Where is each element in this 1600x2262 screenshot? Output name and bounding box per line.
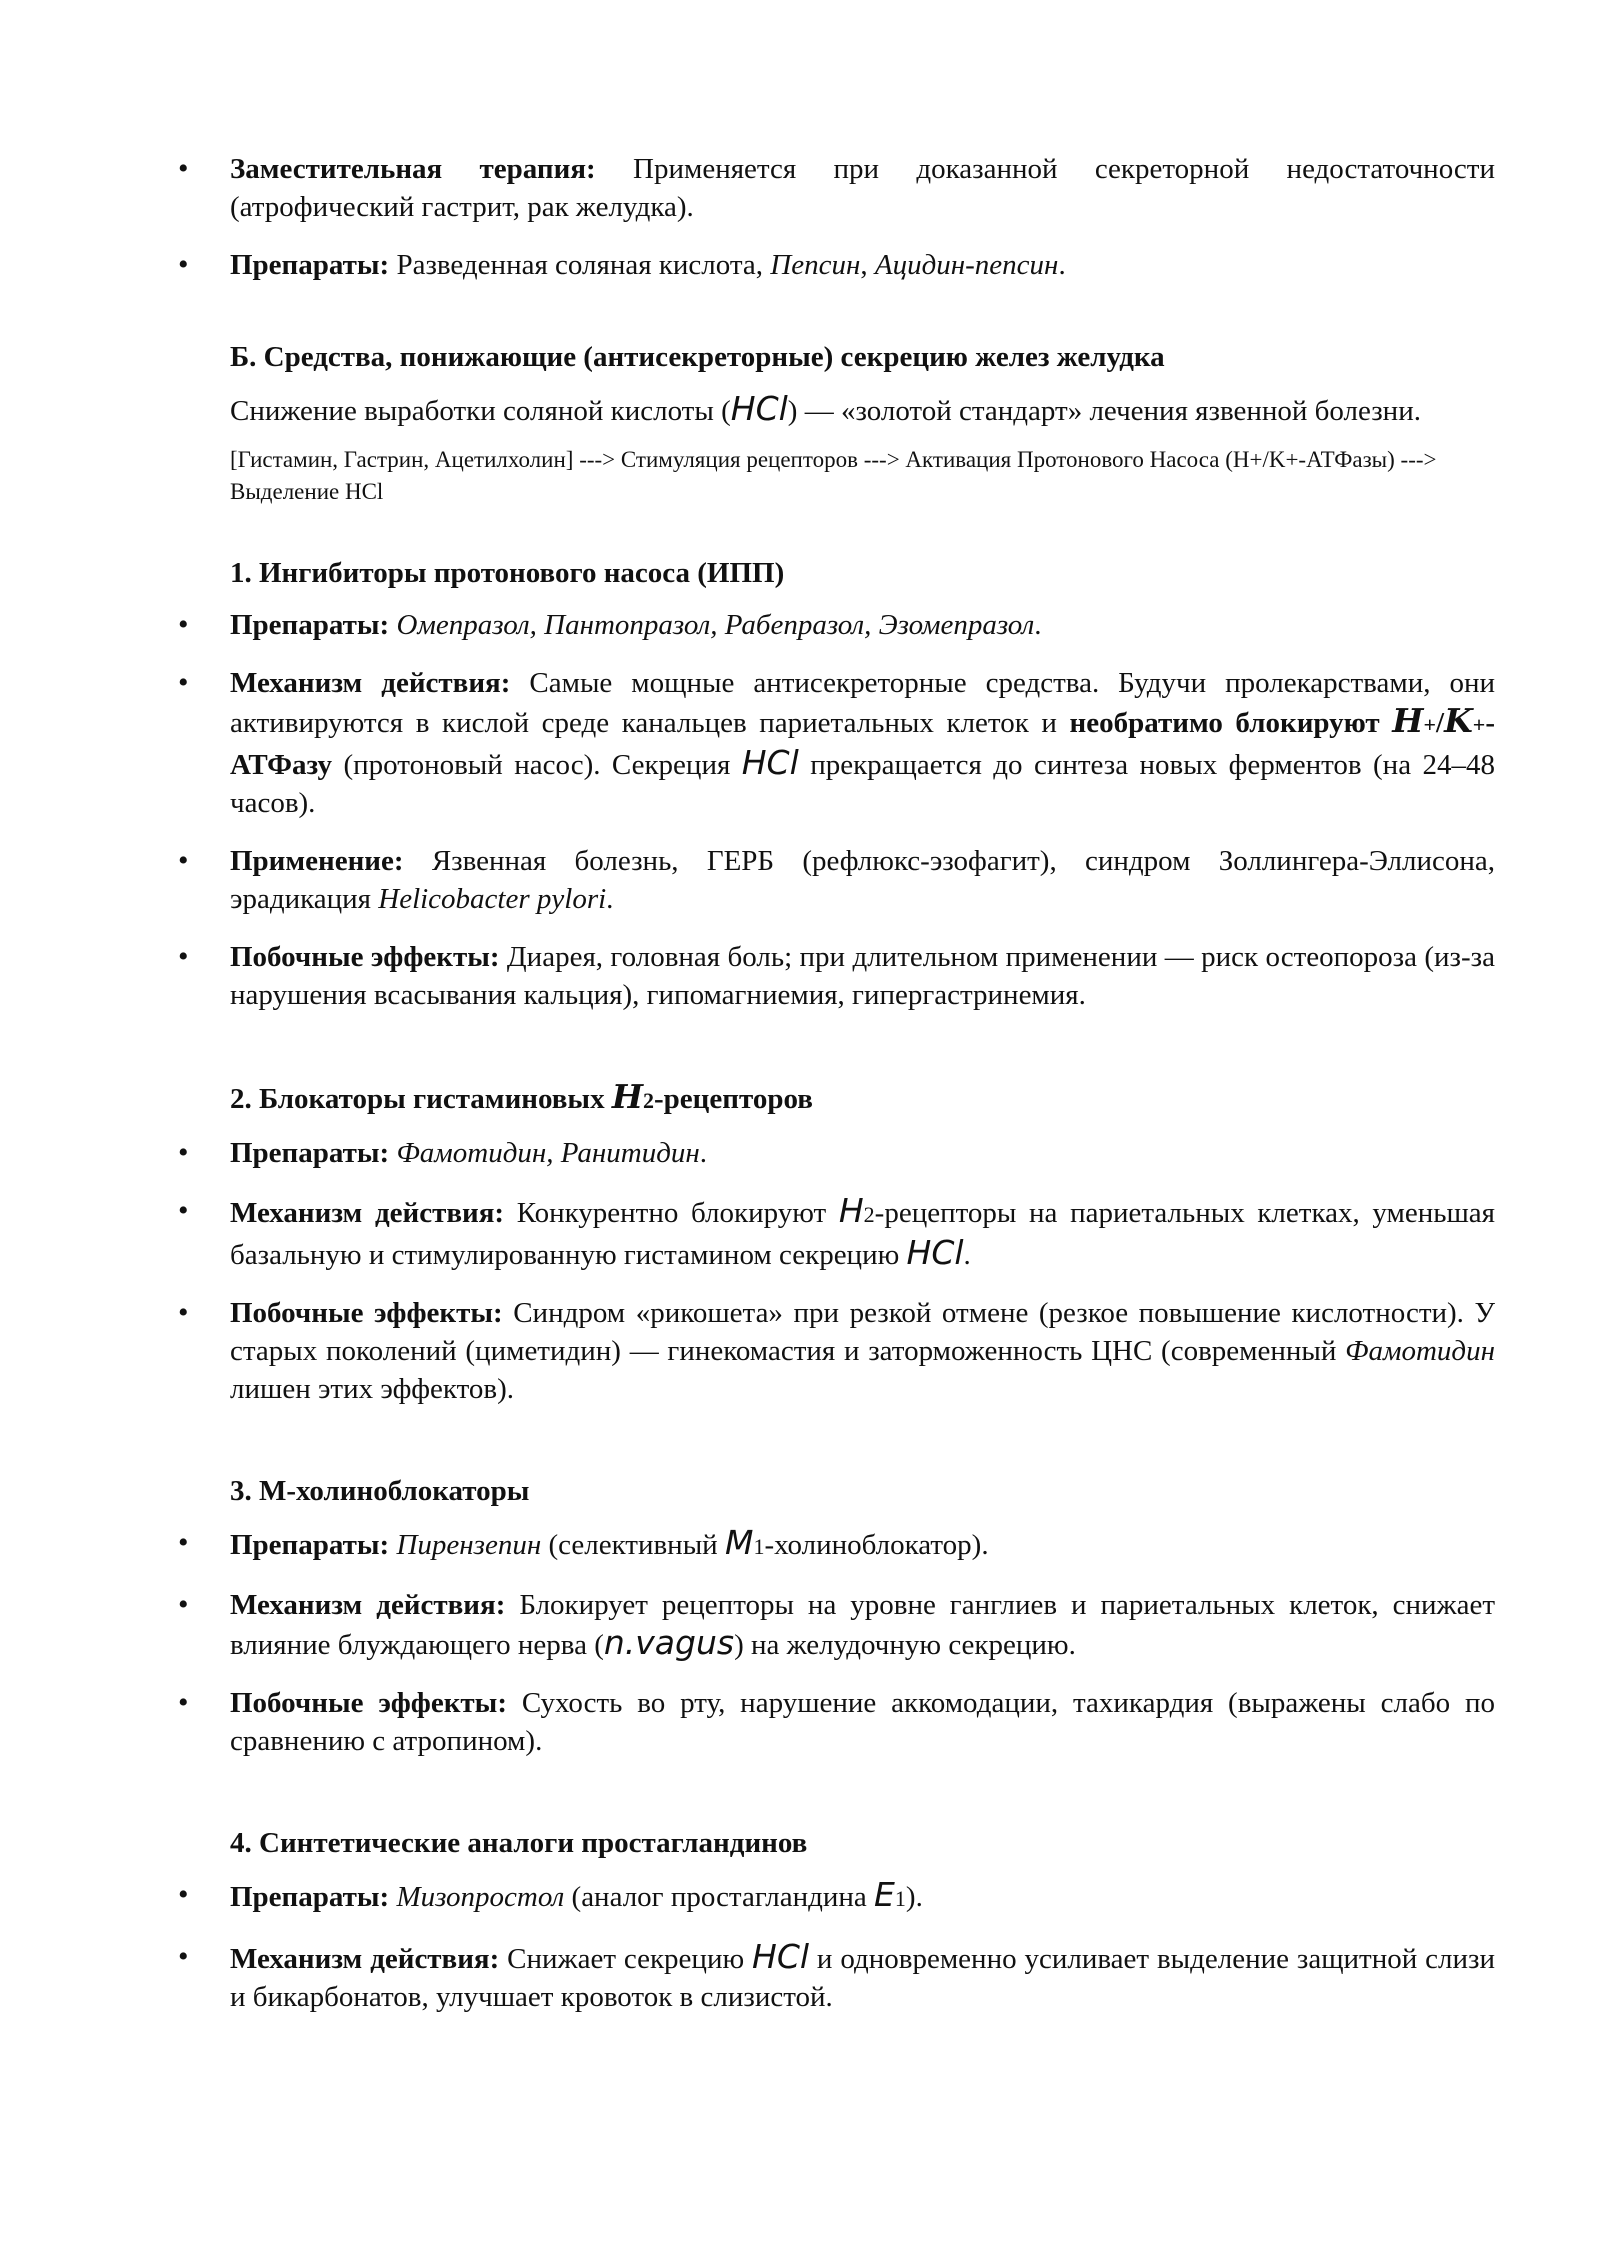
list-item-mechanism: • Механизм действия: Самые мощные антисекреторные средства. Будучи пролекарствами, они активируются в кислой среде канальцев париетальных клеток и необратимо блокируют H+/K+-АТФазу (протоновый насос). Секреция HCl прекращается до синтеза новых ферментов (на 24–48 часов). (230, 664, 1495, 822)
list-item-mechanism: • Механизм действия: Блокирует рецепторы на уровне ганглиев и париетальных клеток, снижает влияние блуждающего нерва (n.vagus) на желудочную секрецию. (230, 1586, 1495, 1664)
item-label: Механизм действия: (230, 1589, 506, 1621)
item-label: Заместительная терапия: (230, 153, 596, 185)
item-label: Механизм действия: (230, 1197, 505, 1229)
section-3-heading: 3. М-холиноблокаторы (230, 1475, 530, 1507)
item-label: Препараты: (230, 1529, 390, 1561)
list-item-drugs: • Препараты: Мизопростол (аналог простагландина E1). (230, 1876, 1495, 1918)
list-item-side-effects: • Побочные эффекты: Синдром «рикошета» при резкой отмене (резкое повышение кислотности). У старых поколений (циметидин) — гинекомастия и заторможенность ЦНС (современный Фамотидин лишен этих эффектов). (230, 1294, 1495, 1408)
section-2-heading: 2. Блокаторы гистаминовых H2-рецепторов (230, 1077, 813, 1116)
formula-hcl: HCl (752, 1937, 810, 1976)
item-label: Препараты: (230, 1881, 390, 1913)
list-item-side-effects: • Побочные эффекты: Сухость во рту, нарушение аккомодации, тахикардия (выражены слабо по сравнению с атропином). (230, 1684, 1495, 1760)
list-item-side-effects: • Побочные эффекты: Диарея, головная боль; при длительном применении — риск остеопороза (из-за нарушения всасывания кальция), гипомагниемия, гипергастринемия. (230, 938, 1495, 1014)
list-item-drugs: • Препараты: Омепразол, Пантопразол, Рабепразол, Эзомепразол. (230, 606, 1495, 644)
item-label: Побочные эффекты: (230, 941, 500, 973)
list-item-drugs: • Препараты: Пирензепин (селективный M1-холиноблокатор). (230, 1524, 1495, 1566)
item-label: Механизм действия: (230, 1943, 500, 1975)
item-label: Побочные эффекты: (230, 1297, 503, 1329)
item-label: Применение: (230, 845, 404, 877)
list-item-mechanism: • Механизм действия: Снижает секрецию HCl и одновременно усиливает выделение защитной слизи и бикарбонатов, улучшает кровоток в слизистой. (230, 1938, 1495, 2016)
formula-vagus: n.vagus (603, 1623, 735, 1662)
section-b-heading: Б. Средства, понижающие (антисекреторные) секрецию желез желудка (230, 341, 1165, 373)
formula-hcl: HCl (730, 389, 788, 428)
list-item-drugs: • Препараты: Фамотидин, Ранитидин. (230, 1134, 1495, 1172)
list-item-drugs: • Препараты: Разведенная соляная кислота, Пепсин, Ацидин-пепсин. (230, 246, 1495, 284)
item-label: Препараты: (230, 609, 390, 641)
formula-hcl: HCl (906, 1233, 964, 1272)
list-item-application: • Применение: Язвенная болезнь, ГЕРБ (рефлюкс-эзофагит), синдром Золлингера-Эллисона, эрадикация Helicobacter pylori. (230, 842, 1495, 918)
item-label: Препараты: (230, 249, 390, 281)
section-1-heading: 1. Ингибиторы протонового насоса (ИПП) (230, 557, 785, 589)
formula-hcl: HCl (741, 743, 799, 782)
section-b-paragraph: Снижение выработки соляной кислоты (HCl) — «золотой стандарт» лечения язвенной болезни. (230, 389, 1421, 428)
list-item-replacement-therapy: • Заместительная терапия: Применяется при доказанной секреторной недостаточности (атрофический гастрит, рак желудка). (230, 150, 1495, 226)
document-page (230, 150, 1495, 2036)
list-item-mechanism: • Механизм действия: Конкурентно блокируют H2-рецепторы на париетальных клетках, уменьшая базальную и стимулированную гистамином секрецию HCl. (230, 1192, 1495, 1274)
item-label: Механизм действия: (230, 667, 511, 699)
item-label: Побочные эффекты: (230, 1687, 507, 1719)
item-label: Препараты: (230, 1137, 390, 1169)
section-4-heading: 4. Синтетические аналоги простагландинов (230, 1827, 808, 1859)
mechanism-scheme: [Гистамин, Гастрин, Ацетилхолин] ---> Стимуляция рецепторов ---> Активация Протонового Насоса (H+/K+-АТФазы) ---> Выделение HCl (230, 447, 1437, 504)
